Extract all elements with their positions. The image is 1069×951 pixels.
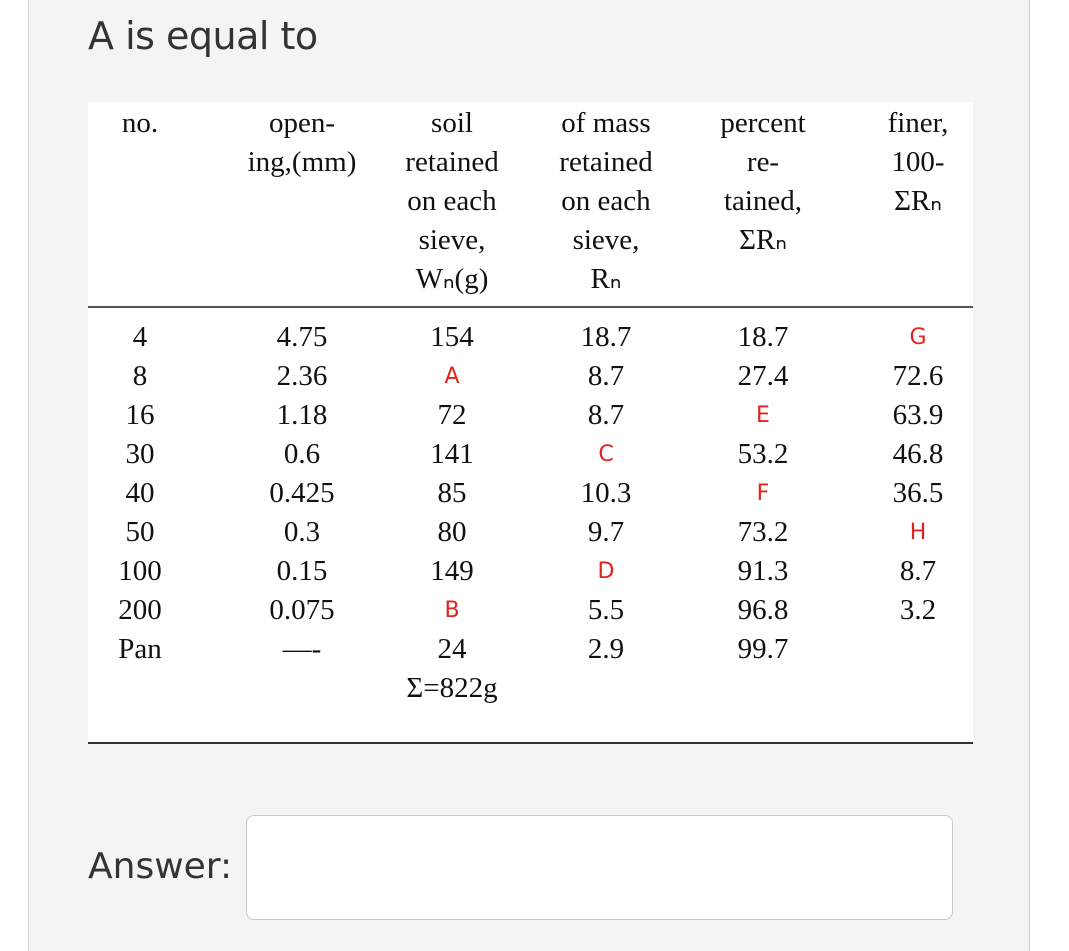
table-header-rule [88,306,973,308]
table-cell: 0.3 [283,516,321,548]
column-header-percent-retained [720,104,805,260]
table-cell: 141 [430,438,474,470]
header-line: ΣRₙ [894,185,942,217]
table-cell: 50 [125,516,155,548]
header-line: on each [407,185,497,217]
table-cell: 9.7 [587,516,625,548]
unknown-value-c: C [598,442,614,467]
header-line: on each [561,185,651,217]
unknown-value-g: G [909,325,927,350]
total-mass: Σ=822g [406,672,498,704]
answer-label: Answer: [88,846,233,887]
unknown-value-f: F [756,481,770,506]
table-cell: 0.425 [269,477,335,509]
header-line: ΣRₙ [739,224,787,256]
table-cell: 149 [430,555,474,587]
column-header-no [122,104,158,143]
column-header-percent-finer [888,104,949,221]
table-cell: 85 [437,477,467,509]
table-cell: 53.2 [737,438,789,470]
column-header-opening [248,104,357,182]
table-cell: 30 [125,438,155,470]
header-line: 100- [891,146,945,178]
header-line: retained [559,146,653,178]
table-cell: 40 [125,477,155,509]
table-cell: 200 [118,594,162,626]
table-cell: 72 [437,399,467,431]
table-cell: 2.9 [587,633,625,665]
header-line: of mass [561,107,651,139]
table-cell: 154 [430,321,474,353]
table-cell: 8.7 [587,360,625,392]
table-cell: 3.2 [899,594,937,626]
table-cell: 8.7 [587,399,625,431]
table-cell: 36.5 [892,477,944,509]
header-line: re- [746,146,780,178]
header-line: Rₙ [590,263,622,295]
header-line: retained [405,146,499,178]
table-cell: 5.5 [587,594,625,626]
unknown-value-e: E [756,403,770,428]
table-cell: 0.15 [276,555,328,587]
unknown-value-h: H [909,520,927,545]
table-cell: 4 [132,321,148,353]
table-cell: 100 [118,555,162,587]
table-cell: Pan [118,633,162,665]
table-cell: 8.7 [899,555,937,587]
table-cell: 99.7 [737,633,789,665]
table-cell: 18.7 [737,321,789,353]
table-cell: 24 [437,633,467,665]
header-line: finer, [887,107,949,139]
column-header-soil-retained [405,104,498,299]
table-cell: 1.18 [276,399,328,431]
table-cell: 18.7 [580,321,632,353]
unknown-value-b: B [444,598,460,623]
table-cell: 8 [132,360,148,392]
table-cell: 96.8 [737,594,789,626]
header-line: no. [121,107,159,139]
table-cell: 16 [125,399,155,431]
header-line: sieve, [572,224,640,256]
column-header-mass-retained [559,104,652,299]
table-cell: 4.75 [276,321,328,353]
header-line: sieve, [418,224,486,256]
table-cell: —- [282,633,322,665]
table-cell: 72.6 [892,360,944,392]
table-cell: 73.2 [737,516,789,548]
header-line: percent [720,107,806,139]
table-cell: 63.9 [892,399,944,431]
question-text: A is equal to [88,14,318,58]
table-cell: 10.3 [580,477,632,509]
table-cell: 46.8 [892,438,944,470]
unknown-value-d: D [597,559,615,584]
header-line: soil [431,107,473,139]
table-cell: 0.6 [283,438,321,470]
header-line: tained, [723,185,803,217]
table-cell: 91.3 [737,555,789,587]
table-cell: 0.075 [269,594,335,626]
sieve-analysis-table [88,102,973,742]
header-line: ing,(mm) [247,146,357,178]
table-cell: 80 [437,516,467,548]
answer-input[interactable] [246,815,953,920]
table-bottom-rule [88,742,973,744]
unknown-value-a: A [444,364,460,389]
table-cell: 27.4 [737,360,789,392]
header-line: Wₙ(g) [415,263,489,295]
header-line: open- [268,107,336,139]
table-cell: 2.36 [276,360,328,392]
